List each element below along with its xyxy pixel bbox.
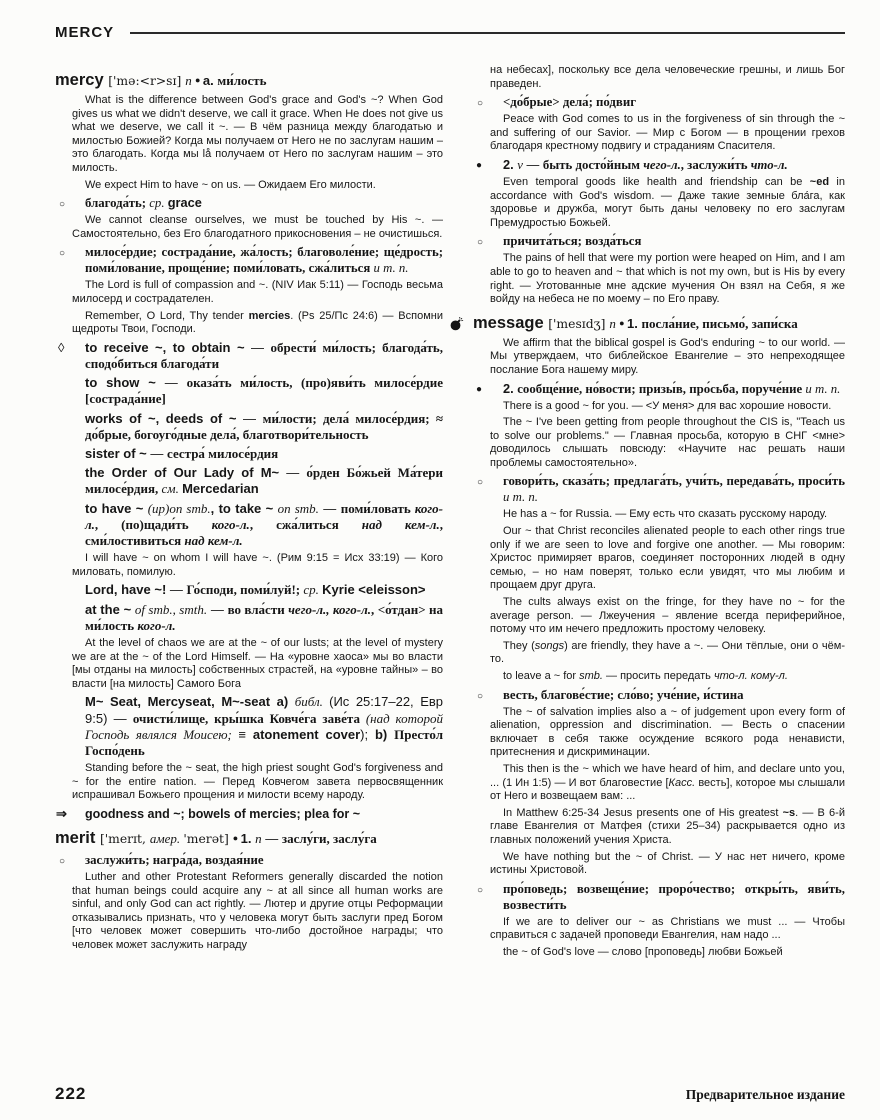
text-run: b) (374, 726, 395, 742)
text-run: сообще́ние, но́вости; призы́в, про́сьба, поруче́ние (517, 381, 806, 396)
sense-circle-marker: ○ (477, 477, 484, 489)
example-paragraph (490, 851, 845, 878)
text-run: the ~ of God's love — слово [проповедь] любви Божьей (503, 945, 783, 958)
text-run: M~ Seat, Mercyseat, M~-seat a) (85, 694, 295, 710)
sense-line (477, 881, 845, 913)
sense-circle-marker: ○ (477, 237, 484, 249)
text-run: I will have ~ on whom I will have ~. (Рим 9:15 = Исх 33:19) — Кого миловать, помилую. (72, 552, 443, 578)
example-paragraph (490, 596, 845, 637)
text-run: — (146, 445, 168, 461)
page-header (55, 24, 845, 46)
example-paragraph (72, 179, 443, 193)
example-paragraph (490, 916, 845, 943)
text-run: — (318, 500, 341, 516)
text-run: — (522, 156, 543, 172)
text-run: Our ~ that Christ reconciles alienated people to each other rings true only if we are seen to love and forgive one another. — Мы говорим: Христос примиряет врагов, соединяет посторонних людей в одну семью, – но нам поверят, только если увидят, что мы любим и прощаем друг друга. (490, 525, 845, 592)
text-run: ) are friendly, they have a ~. — Они тёплые, они о чём-то. (490, 639, 845, 666)
example-paragraph (72, 310, 443, 337)
text-run: и т. п. (805, 381, 841, 396)
text-run: At the level of chaos we are at the ~ of our lusts; at the level of mystery we are at the ~ of the Lord Himself. — На «уровне хаоса» мы во власти [мы отданы на милость] собственных страстей, на «уровне тайны» – во власти [на милость] Самого Бога (72, 636, 443, 690)
text-run: ● (619, 317, 628, 328)
text-run: to have ~ (85, 500, 148, 516)
text-run: во вла́сти (227, 601, 289, 617)
text-run: заслу́ги, заслу́га (281, 830, 377, 846)
text-run: We affirm that the biblical gospel is God's enduring ~ to our world. — Мы утверждаем, что библейское Евангелие – это непреходящее послание Бога нашему миру. (490, 336, 845, 376)
text-run: библ. (294, 694, 330, 710)
text-run: mercies (248, 309, 291, 322)
example-paragraph (490, 763, 845, 804)
text-run: Го́споди, поми́луй!; (186, 582, 304, 598)
example-paragraph (490, 807, 845, 848)
text-run: We expect Him to have ~ on us. — Ожидаем Его милости. (85, 178, 376, 191)
phrase-line (85, 694, 443, 759)
header-rule (130, 32, 845, 34)
text-run: — (261, 830, 282, 846)
text-run: This then is the ~ which we have heard of him, and declare unto you, ... (1 Ин 1:5) — И вот благовестие [ (490, 762, 845, 789)
text-run: заслужи́ть; награ́да, воздая́ние (85, 852, 264, 867)
text-run: The Lord is full of compassion and ~. (NIV Иак 5:11) — Господь весьма милосерд и сострадателен. (72, 279, 443, 305)
text-run: v (517, 157, 523, 172)
text-run: . (Ps 25/Пс 24:6) — Вспомни щедроты Твои, Господи. (72, 309, 443, 336)
text-run: to leave a ~ for (503, 670, 580, 682)
sense-circle-marker: ○ (477, 884, 484, 896)
text-run: быть досто́йным (542, 157, 644, 172)
text-run: message (473, 313, 549, 332)
example-paragraph (490, 640, 845, 667)
sense-circle-marker: ○ (59, 199, 66, 211)
text-run: 2. (503, 380, 518, 396)
example-paragraph (72, 94, 443, 176)
text-run: весть, благове́стие; сло́во; уче́ние, и́стина (503, 687, 744, 702)
text-run: обрести́ ми́лость; благода́ть, сподо́биться благода́ти (85, 339, 443, 371)
sense-line (477, 233, 845, 249)
example-paragraph (490, 670, 845, 684)
text-run: кого-л. (137, 617, 176, 633)
text-run: n (255, 830, 262, 846)
text-run: . — В 6-й главе Евангелия от Матфея (стихи 25–34) раскрывается одно из главных положений учения Христа. (490, 806, 845, 846)
phrase-line (85, 446, 443, 462)
sense-line (477, 94, 845, 110)
text-run: на небесах], поскольку все дела человеческие грешны, и лишь Бог праведен. (490, 64, 845, 90)
text-run: merit (55, 828, 100, 847)
text-run: про́поведь; возвеще́ние; проро́чество; откры́ть, яви́ть, возвести́ть (503, 881, 845, 912)
text-run: о́рден Бо́жьей Ма́тери милосе́рдия, (85, 465, 443, 497)
text-run: works of ~, deeds of ~ (85, 410, 237, 426)
text-run: причита́ться; возда́ться (503, 234, 642, 249)
entry-headword-line (55, 71, 443, 91)
text-run: чего-л. (643, 157, 681, 172)
text-run: ['mə:<r>sɪ] (108, 74, 186, 88)
text-run: сестра́ милосе́рдия (167, 445, 279, 461)
text-run: , сми́лостивиться (85, 516, 443, 548)
text-run: Remember, O Lord, Thy tender (85, 309, 249, 322)
sense-line (477, 687, 845, 703)
bomb-icon (450, 317, 464, 336)
text-run: — (279, 465, 307, 481)
text-run: кого-л. (85, 500, 443, 532)
text-run: the Order of Our Lady of M~ (85, 465, 280, 481)
text-run: of smb., smth. (134, 601, 208, 617)
guide-word: MERCY (55, 24, 115, 41)
text-run: ≡ (238, 726, 253, 742)
example-paragraph (72, 214, 443, 241)
sense-dot-marker: ● (476, 383, 483, 395)
example-paragraph (490, 946, 845, 960)
text-run: Kyrie <eleisson> (322, 582, 426, 598)
text-run: in accordance with God's wisdom. — Даже такие земные бла́га, как здоровье и дружба, могут быть даны человеку по его заслугам Премудростью Божьей. (490, 175, 845, 229)
sense-line (476, 380, 845, 397)
text-run: We have nothing but the ~ of Christ. — У нас нет ничего, кроме истины Христовой. (490, 850, 845, 877)
example-paragraph (490, 525, 845, 593)
text-run: Even temporal goods like health and friendship can be (503, 175, 810, 188)
sense-line (59, 244, 443, 276)
text-run: 1. (627, 315, 642, 331)
sense-circle-marker: ○ (477, 98, 484, 110)
text-run: — (244, 339, 271, 355)
text-run: We cannot cleanse ourselves, we must be touched by His ~. — Самостоятельно, без Его благодатного прикосновения – не очистишься. (72, 214, 443, 240)
example-paragraph (490, 508, 845, 522)
text-run: , (по)щади́ть (94, 516, 212, 532)
phrase-line (85, 602, 443, 634)
text-run: поми́ловать (340, 500, 415, 516)
text-run: — (166, 582, 187, 598)
text-run: Peace with God comes to us in the forgiveness of sin through the ~ and suffering of our Savior. — Мир с Богом — в прощении грехов благодаря крестному подвигу и страданиям Спасителя. (490, 113, 845, 153)
text-run: (up)on smb. (147, 500, 211, 516)
text-run: Mercedarian (182, 481, 259, 497)
text-run: — (236, 410, 263, 426)
text-run: on smb. (277, 500, 319, 516)
text-run: ['merɪt, (99, 831, 150, 846)
text-run: посла́ние, письмо́, запи́ска (641, 315, 798, 331)
text-run: He has a ~ for Russia. — Ему есть что сказать русскому народу. (503, 508, 828, 521)
text-run: ми́лость (217, 73, 267, 88)
text-run: They ( (503, 639, 535, 652)
sense-line (476, 156, 845, 173)
left-column (55, 64, 443, 1056)
text-run: — (155, 375, 187, 391)
text-run: Luther and other Protestant Reformers generally discarded the notion that human beings could acquire any ~ at all since all human works are sinful, and only God can act rightly. — Лютер и другие отцы Реформации отказывались признать, что у человека могут быть заслуги пред Богом [что человек может совершить что-либо достойное награды; что человек может заслужить награду (72, 870, 443, 951)
text-run: smb. (579, 670, 603, 682)
text-run: , заслужи́ть (680, 157, 751, 172)
right-column (473, 64, 845, 1056)
text-run: to receive ~, to obtain ~ (85, 339, 245, 355)
text-run: ~ed (809, 175, 830, 188)
text-run: If we are to deliver our ~ as Christians we must ... — Чтобы справиться с задачей проповеди Евангелия, нам надо ... (490, 915, 845, 942)
example-paragraph (490, 252, 845, 306)
text-run: a. (202, 73, 218, 88)
example-paragraph (72, 762, 443, 803)
sense-dot-marker: ● (476, 159, 483, 171)
text-run: grace (167, 195, 202, 211)
sense-circle-marker: ○ (59, 855, 66, 867)
text-run: ['mesɪdʒ] (548, 316, 610, 331)
text-run: ср. (303, 582, 323, 598)
text-run: милосе́рдие; сострада́ние, жа́лость; благоволе́ние; ще́дрость; поми́лование, проще́ние; поми́ловать, сжа́литься (85, 245, 443, 276)
text-run: что-л. кому-л. (713, 670, 788, 682)
text-run: songs (534, 639, 565, 652)
sense-line (59, 195, 443, 211)
text-run: at the ~ (85, 601, 135, 617)
text-run: to show ~ (85, 375, 156, 391)
page-footer (55, 1084, 845, 1104)
text-run: и т. п. (503, 490, 538, 505)
text-run: над кем-л. (184, 532, 243, 548)
sense-circle-marker: ○ (477, 690, 484, 702)
example-paragraph (490, 416, 845, 470)
dictionary-columns (55, 64, 845, 1056)
text-run: Lord, have ~! (85, 582, 167, 598)
phrase-diamond-marker: ◊ (58, 339, 65, 355)
sense-line (477, 473, 845, 505)
text-run: , <о́тдан> на ми́лость (85, 601, 443, 633)
example-paragraph (490, 176, 845, 230)
example-paragraph (72, 637, 443, 691)
text-run: The pains of hell that were my portion were heaped on Him, and I am able to go to heaven and ~ that which is not my own, but is His by every right. — Уготованные мне адские мучения Он взял на Себя, я же войду на небеса не по моему – по Его праву. (490, 252, 845, 306)
example-paragraph (490, 337, 845, 378)
text-run: ● (194, 75, 203, 85)
text-run: благода́ть; (85, 196, 150, 211)
text-run: mercy (55, 71, 109, 89)
text-run: ср. (149, 196, 168, 211)
text-run: The ~ I've been getting from people throughout the CIS is, "Teach us to solve our problems." — Главная просьба, которую в СНГ <мне> доводилось слышать повсюду: «Научите нас решать наши проблемы самостоятельно». (490, 416, 845, 469)
phrase-line (85, 411, 443, 443)
phrase-line (85, 501, 443, 550)
text-run: goodness and ~; bowels of mercies; plea for ~ (85, 806, 361, 821)
text-run: Standing before the ~ seat, the high priest sought God's forgiveness and ~ for the entire nation. — Перед Ковчегом завета первосвященник испрашивал Божьего прощения и милости всему народу. (72, 762, 443, 802)
text-run: кого-л. (211, 516, 250, 532)
example-paragraph (72, 871, 443, 953)
text-run: ● (232, 832, 241, 843)
phrase-line (85, 375, 443, 407)
text-run: очисти́лище, кры́шка Ковче́га заве́та (132, 710, 366, 726)
text-run: 'merət] (183, 831, 233, 846)
text-run: <до́брые> дела́; по́двиг (503, 95, 637, 110)
text-run: atonement cover (252, 726, 361, 742)
cross-ref-arrow-icon: ⇒ (56, 805, 67, 821)
phrase-line (85, 465, 443, 497)
text-run: 2. (503, 156, 518, 172)
example-paragraph (490, 113, 845, 154)
example-paragraph (490, 706, 845, 760)
text-run: In Matthew 6:25-34 Jesus presents one of His greatest (503, 806, 783, 819)
text-run: There is a good ~ for you. — <У меня> для вас хорошие новости. (503, 399, 832, 412)
text-run: ~s (782, 806, 796, 819)
text-run: n (609, 315, 620, 331)
example-paragraph (490, 400, 845, 414)
example-paragraph (72, 552, 443, 579)
text-run: — (207, 601, 228, 617)
phrase-line (85, 582, 443, 598)
text-run: — просить передать (602, 670, 714, 682)
text-run: The cults always exist on the fringe, for they have no ~ for the average person. — Лжеучения – явление всегда периферийное, потому что им нечего предложить простому человеку. (490, 596, 845, 636)
phrase-line (58, 339, 443, 372)
text-run: n (185, 73, 195, 88)
text-run: (над которой Господь являлся Моисею; (85, 710, 444, 742)
example-paragraph (72, 279, 443, 306)
text-run: , to take ~ (210, 500, 278, 516)
text-run: (Ис 25:17–22, Евр 9:5) — (85, 694, 444, 726)
page-number: 222 (55, 1084, 87, 1103)
edition-note: Предварительное издание (685, 1087, 845, 1102)
text-run: What is the difference between God's grace and God's ~? When God gives us what we didn't deserve, we call it grace. When He does not give us what we deserve, we call it ~. — В чём разница между благодатью и милостью Божией? Когда мы получаем от Него не по заслугам нашим – это благодать. Когда мы lå получаем от Него по заслугам нашим – это милость. (72, 94, 443, 174)
sense-circle-marker: ○ (59, 248, 66, 260)
text-run: Престо́л Госпо́день (85, 726, 443, 758)
text-run: , сжа́литься (249, 516, 362, 532)
text-run: см. (161, 481, 183, 497)
text-run: над кем-л. (361, 516, 440, 532)
text-run: sister of ~ (85, 445, 147, 461)
cross-reference-line (56, 805, 443, 822)
text-run: и т. п. (373, 261, 409, 276)
text-run: весть], которое мы слышали от Него и возвещаем вам: ... (490, 776, 845, 803)
text-run: амер. (149, 830, 184, 846)
example-continuation (490, 64, 845, 91)
text-run: чего-л., кого-л. (288, 601, 372, 617)
text-run: говори́ть, сказа́ть; предлага́ть, учи́ть, передава́ть, проси́ть (503, 474, 845, 489)
text-run: ми́лости; дела́ милосе́рдия; ≈ до́брые, богоуго́дные дела́, благотвори́тельность (85, 410, 443, 442)
text-run: 1. (240, 830, 256, 846)
text-run: что-л. (750, 157, 788, 172)
text-run: ); (360, 726, 375, 742)
text-run: оказа́ть ми́лость, (про)яви́ть милосе́рдие [сострада́ние] (85, 375, 443, 407)
entry-headword-line (55, 829, 443, 849)
sense-line (59, 852, 443, 868)
text-run: Касс. (668, 776, 696, 789)
text-run: The ~ of salvation implies also a ~ of judgement upon every form of alienation, oppression and discrimination. — Весть о спасении включает в себя также осуждение всякого рода ненависти, притеснения и дискриминации. (490, 705, 845, 759)
entry-headword-line (473, 314, 845, 334)
